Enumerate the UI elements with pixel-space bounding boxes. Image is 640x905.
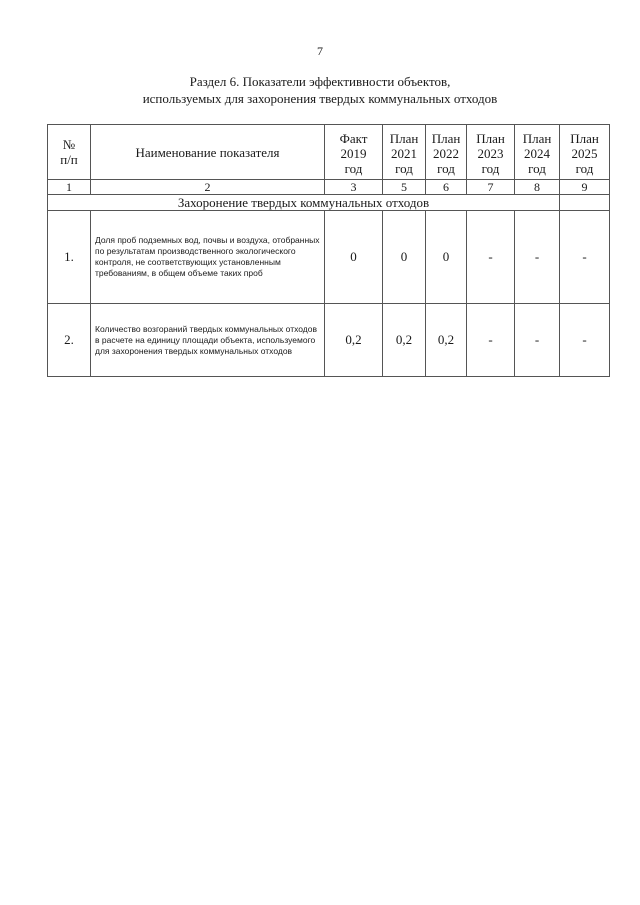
header-plan-2021: План 2021 год	[383, 125, 426, 180]
header-plan-2024: План 2024 год	[515, 125, 560, 180]
row-value: 0,2	[426, 304, 467, 377]
column-number-row	[48, 180, 610, 195]
row-index: 2.	[48, 304, 91, 377]
indicators-table	[47, 124, 610, 377]
row-value: 0	[383, 211, 426, 304]
row-value: -	[560, 304, 610, 377]
section-title-line1: Раздел 6. Показатели эффективности объектов,	[189, 74, 451, 89]
page-number: 7	[317, 44, 323, 58]
row-value: -	[467, 211, 515, 304]
group-empty-cell	[560, 195, 610, 211]
column-number: 6	[426, 180, 467, 195]
header-index: № п/п	[48, 125, 91, 180]
row-value: -	[515, 211, 560, 304]
column-number: 9	[560, 180, 610, 195]
section-title-line2: используемых для захоронения твердых коммунальных отходов	[142, 91, 498, 106]
header-plan-2022: План 2022 год	[426, 125, 467, 180]
row-value: -	[515, 304, 560, 377]
header-plan-2023: План 2023 год	[467, 125, 515, 180]
section-title	[0, 73, 640, 107]
row-indicator-name: Количество возгораний твердых коммунальных отходов в расчете на единицу площади объекта, используемого для захоронения твердых коммунальных отходов	[91, 304, 325, 377]
group-title: Захоронение твердых коммунальных отходов	[48, 195, 560, 211]
column-number: 1	[48, 180, 91, 195]
row-value: 0	[426, 211, 467, 304]
row-value: 0	[325, 211, 383, 304]
row-value: 0,2	[383, 304, 426, 377]
row-index: 1.	[48, 211, 91, 304]
row-value: -	[467, 304, 515, 377]
column-number: 5	[383, 180, 426, 195]
header-indicator-name: Наименование показателя	[91, 125, 325, 180]
row-indicator-name: Доля проб подземных вод, почвы и воздуха, отобранных по результатам производственного экологического контроля, не соответствующих установленным требованиям, в общем объеме таких проб	[91, 211, 325, 304]
column-number: 3	[325, 180, 383, 195]
row-value: -	[560, 211, 610, 304]
row-value: 0,2	[325, 304, 383, 377]
column-number: 2	[91, 180, 325, 195]
header-fact-2019: Факт 2019 год	[325, 125, 383, 180]
column-number: 7	[467, 180, 515, 195]
header-plan-2025: План 2025 год	[560, 125, 610, 180]
table-header-row	[48, 125, 610, 180]
group-row	[48, 195, 610, 211]
column-number: 8	[515, 180, 560, 195]
table-row	[48, 211, 610, 304]
table-row	[48, 304, 610, 377]
